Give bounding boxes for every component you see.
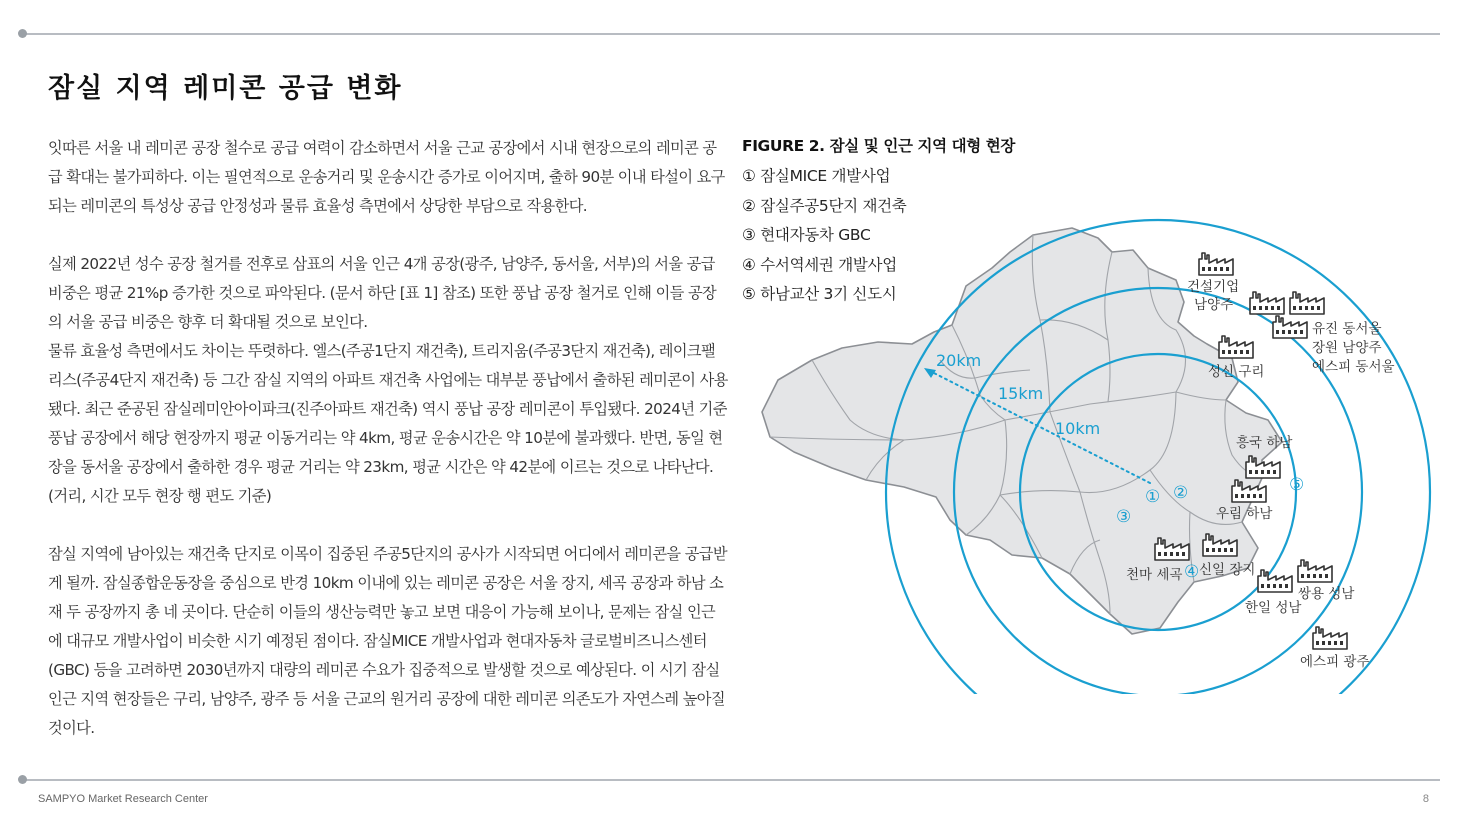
factory-icon (1290, 292, 1324, 314)
factory-icon (1313, 627, 1347, 649)
ring-label-10km: 10km (1055, 419, 1101, 438)
paragraph-4: 잠실 지역에 남아있는 재건축 단지로 이목이 집중된 주공5단지의 공사가 시작되면 어디에서 레미콘을 공급받게 될까. 잠실종합운동장을 중심으로 반경 10km 이내에 있는 레미콘 공장은 서울 장지, 세곡 공장과 하남 소재 두 공장까지 총 네 곳이다. 단순히 이들의 생산능력만 놓고 보면 대응이 가능해 보이나, 문제는 잠실 인근에 대규모 개발사업이 비슷한 시기 예정된 점이다. 잠실MICE 개발사업과 현대자동차 글로벌비즈니스센터(GBC) 등을 고려하면 2030년까지 대량의 레미콘 수요가 집중적으로 발생할 것으로 예상된다. 이 시기 잠실 인근 지역 현장들은 구리, 남양주, 광주 등 서울 근교의 원거리 공장에 대한 레미콘 의존도가 자연스레 높아질 것이다. (48, 545, 727, 737)
site-marker-5: ⑤ (1289, 475, 1305, 495)
plant-label-namyangju-1: 건설기업 (1187, 279, 1240, 295)
paragraph-2: 실제 2022년 성수 공장 철거를 전후로 삼표의 서울 인근 4개 공장(광주, 남양주, 동서울, 서부)의 서울 공급 비중은 평균 21%p 증가한 것으로 파악된다. (문서 하단 [표 1] 참조) 또한 풍납 공장 철거로 인해 이들 공장의 서울 공급 비중은 향후 더 확대될 것으로 보인다. (48, 255, 717, 331)
plant-label-sinil: 신일 장지 (1199, 562, 1256, 578)
factory-icon (1273, 316, 1307, 338)
legend-item-2: ② 잠실주공5단지 재건축 (742, 196, 907, 215)
factory-icon (1250, 292, 1284, 314)
paragraph-1: 잇따른 서울 내 레미콘 공장 철수로 공급 여력이 감소하면서 서울 근교 공장에서 시내 현장으로의 레미콘 공급 확대는 불가피하다. 이는 필연적으로 운송거리 및 운송시간 증가로 이어지며, 출하 90분 이내 타설이 요구되는 레미콘의 특성상 공급 안정성과 물류 효율성 측면에서 상당한 부담으로 작용한다. (48, 139, 725, 215)
factory-icon (1219, 336, 1253, 358)
plant-label-dongseoul-1: 유진 동서울 (1312, 321, 1382, 337)
plant-label-namyangju-2: 남양주 (1194, 297, 1234, 313)
page-title: 잠실 지역 레미콘 공급 변화 (48, 73, 403, 104)
site-marker-1: ① (1145, 487, 1161, 507)
plant-label-heungguk: 흥국 하남 (1236, 435, 1293, 451)
plant-label-ssangyong: 쌍용 성남 (1298, 586, 1355, 602)
legend-item-1: ① 잠실MICE 개발사업 (742, 167, 891, 185)
page-number: 8 (1422, 793, 1429, 805)
top-rule (22, 33, 1440, 35)
bottom-rule-dot (18, 775, 27, 784)
plant-label-guri: 성신 구리 (1208, 364, 1265, 380)
paragraph-3: 물류 효율성 측면에서도 차이는 뚜렷하다. 엘스(주공1단지 재건축), 트리지움(주공3단지 재건축), 레이크팰리스(주공4단지 재건축) 등 그간 잠실 지역의 아파트 재건축 사업에는 대부분 풍납에서 출하된 레미콘이 사용됐다. 최근 준공된 잠실레미안아이파크(진주아파트 재건축) 역시 풍납 공장 레미콘이 투입됐다. 2024년 기준 풍납 공장에서 해당 현장까지 평균 이동거리는 약 4km, 평균 운송시간은 약 10분에 불과했다. 반면, 동일 현장을 동서울 공장에서 출하한 경우 평균 거리는 약 23km, 평균 시간은 약 42분에 이르는 것으로 나타난다. (거리, 시간 모두 현장 행 편도 기준) (48, 342, 728, 505)
plant-label-jangji: 천마 세곡 (1126, 567, 1183, 583)
legend-item-5: ⑤ 하남교산 3기 신도시 (742, 285, 897, 303)
ring-label-15km: 15km (998, 384, 1044, 403)
footer-source: SAMPYO Market Research Center (38, 793, 208, 805)
factory-icon (1298, 560, 1332, 582)
figure-title: FIGURE 2. 잠실 및 인근 지역 대형 현장 (742, 137, 1015, 155)
seoul-radius-map (742, 134, 1442, 694)
site-marker-2: ② (1173, 483, 1189, 503)
plant-label-gwangju: 에스피 광주 (1300, 654, 1370, 670)
top-rule-dot (18, 29, 27, 38)
factory-icon (1199, 253, 1233, 275)
ring-label-20km: 20km (936, 351, 982, 370)
figure-2 (742, 134, 1442, 694)
plant-label-hanil: 한일 성남 (1245, 600, 1302, 616)
plant-label-woorim: 우림 하남 (1216, 506, 1273, 522)
plant-label-dongseoul-3: 에스피 동서울 (1312, 359, 1395, 375)
factory-icon (1258, 570, 1292, 592)
legend-item-3: ③ 현대자동차 GBC (742, 226, 871, 244)
site-marker-3: ③ (1116, 507, 1132, 527)
site-marker-4: ④ (1184, 562, 1200, 582)
bottom-rule (22, 779, 1440, 781)
article-body (48, 134, 728, 772)
plant-label-dongseoul-2: 장원 남양주 (1312, 340, 1382, 356)
legend-item-4: ④ 수서역세권 개발사업 (742, 255, 897, 274)
